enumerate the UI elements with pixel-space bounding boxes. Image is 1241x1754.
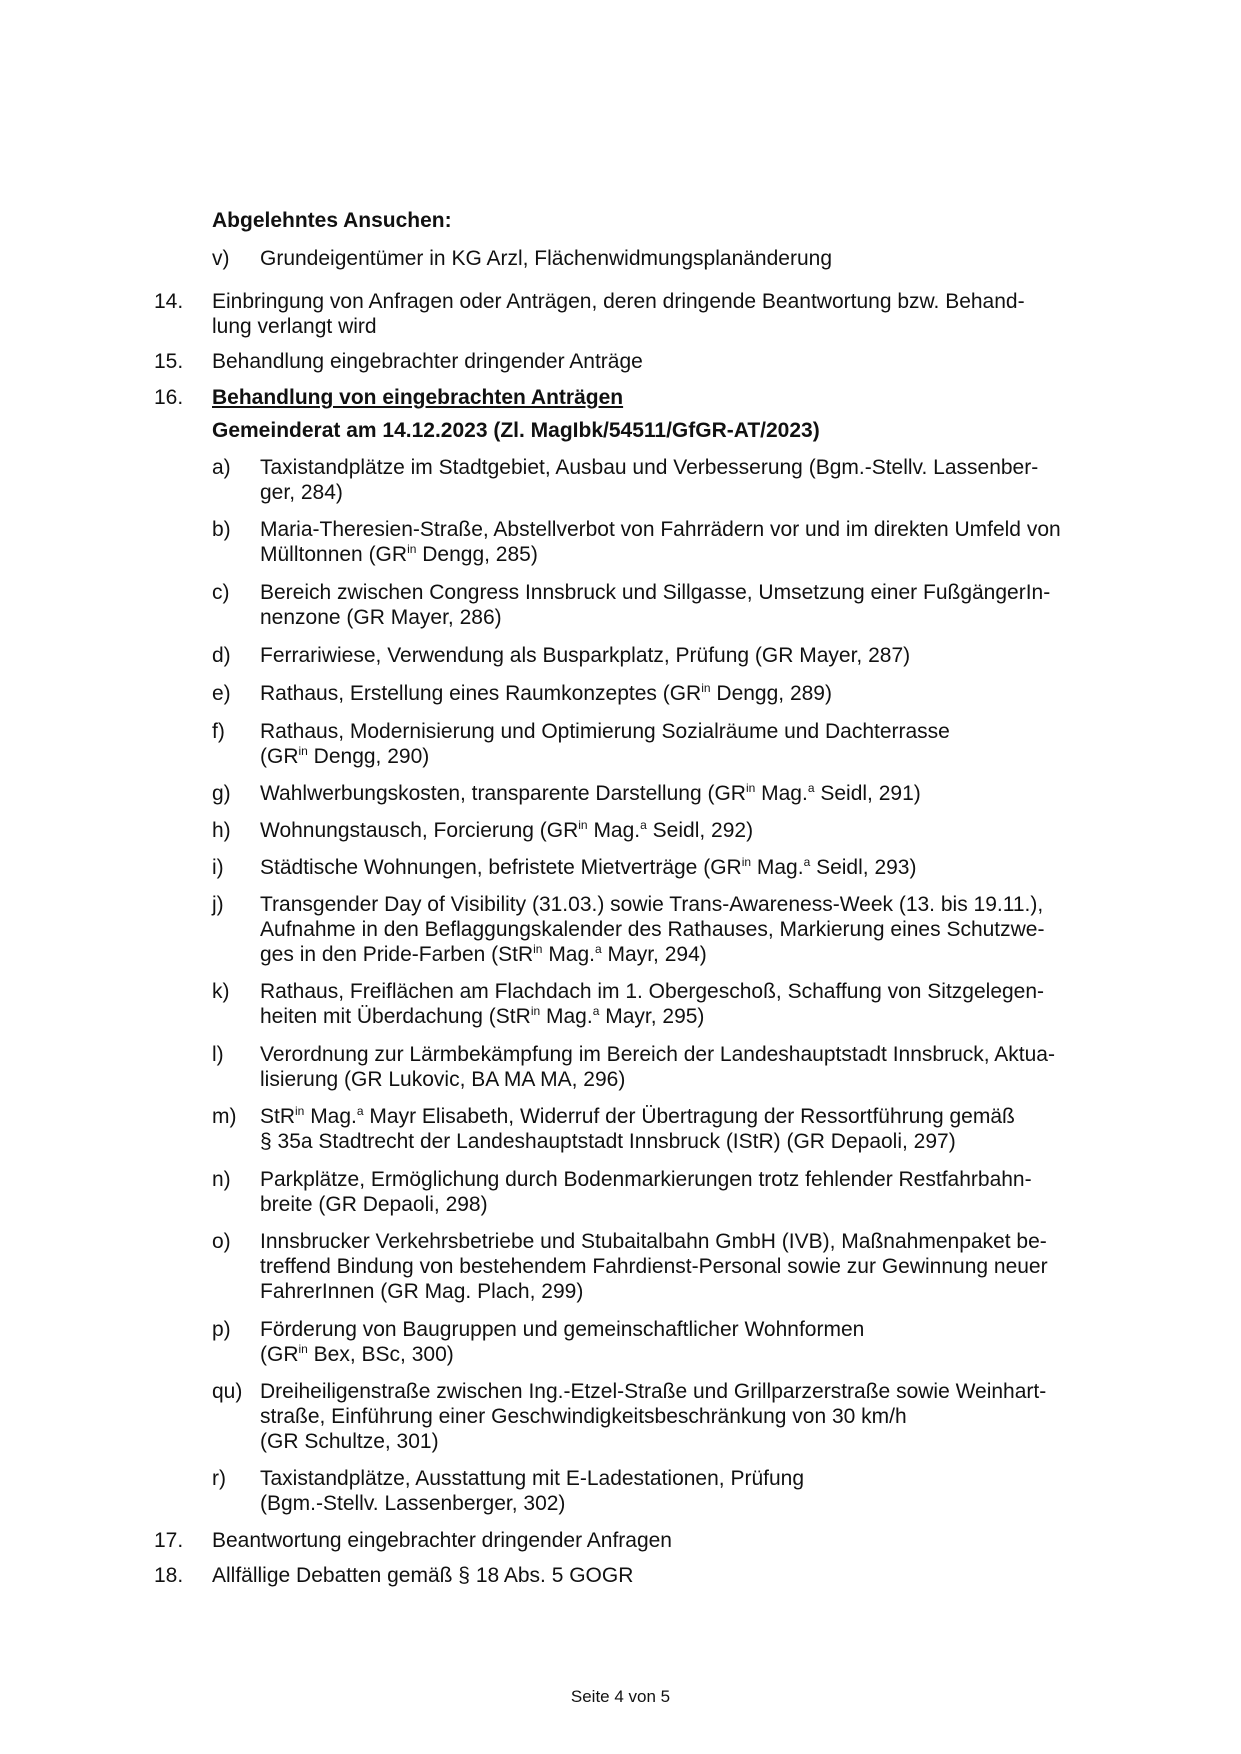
- item-text: [260, 1229, 1140, 1304]
- line: Mülltonnen ($GR^{in}$ Dengg, 285): [260, 542, 538, 566]
- line: ger, 284): [260, 481, 343, 504]
- item-text: [260, 580, 1140, 630]
- item-label: h): [212, 819, 231, 842]
- item-text: [260, 1317, 1140, 1367]
- item-text: Ferrariwiese, Verwendung als Busparkplatz, Prüfung (GR Mayer, 287): [260, 644, 911, 667]
- item-label: qu): [212, 1380, 243, 1403]
- item-label: i): [212, 856, 224, 879]
- section-heading-rejected: Abgelehntes Ansuchen:: [212, 209, 452, 232]
- page-number: Seite 4 von 5: [570, 1687, 671, 1706]
- item-text: [260, 1466, 1140, 1516]
- item-label: g): [212, 782, 231, 805]
- item-label: e): [212, 682, 231, 705]
- item-label: v): [212, 247, 230, 270]
- item-number: 17.: [154, 1529, 184, 1552]
- item-label: n): [212, 1168, 231, 1191]
- line: heiten mit Überdachung (StR$^{in}$ Mag.$^a$ Mayr, 295): [260, 1004, 705, 1028]
- line: nenzone (GR Mayer, 286): [260, 606, 502, 629]
- line: ($GR^{in}$ Dengg, 290): [260, 744, 430, 768]
- item-text: [260, 1379, 1140, 1454]
- line: Taxistandplätze im Stadtgebiet, Ausbau und Verbesserung (Bgm.-Stellv. Lassenber-: [260, 456, 1039, 479]
- item-text: [260, 719, 1140, 769]
- item-text: [260, 1042, 1140, 1092]
- item-label: d): [212, 644, 231, 667]
- line: lung verlangt wird: [212, 315, 377, 338]
- item-text: Wohnungstausch, Forcierung ($GR^{in}$ Mag.$^a$ Seidl, 292): [260, 818, 754, 842]
- item-number: 14.: [154, 290, 184, 313]
- item-text: Grundeigentümer in KG Arzl, Flächenwidmungsplanänderung: [260, 247, 832, 270]
- item-text: [260, 892, 1140, 967]
- line: lisierung (GR Lukovic, BA MA MA, 296): [260, 1068, 626, 1091]
- item-label: b): [212, 518, 231, 541]
- item-number: 15.: [154, 350, 184, 373]
- item-label: m): [212, 1105, 237, 1128]
- line: Bereich zwischen Congress Innsbruck und Sillgasse, Umsetzung einer FußgängerIn-: [260, 581, 1051, 604]
- line: Aufnahme in den Beflaggungskalender des Rathauses, Markierung eines Schutzwe-: [260, 918, 1045, 941]
- item-text: [260, 1167, 1140, 1217]
- line: § 35a Stadtrecht der Landeshauptstadt Innsbruck (IStR) (GR Depaoli, 297): [260, 1130, 956, 1153]
- item-number: 16.: [154, 386, 184, 409]
- line: Rathaus, Modernisierung und Optimierung Sozialräume und Dachterrasse: [260, 720, 950, 743]
- item-text: Rathaus, Erstellung eines Raumkonzeptes ($GR^{in}$ Dengg, 289): [260, 681, 832, 705]
- line: (GR Schultze, 301): [260, 1430, 439, 1453]
- item-text: Beantwortung eingebrachter dringender Anfragen: [212, 1529, 672, 1552]
- line: ges in den Pride-Farben (StR$^{in}$ Mag.$^a$ Mayr, 294): [260, 942, 707, 966]
- item-label: l): [212, 1043, 224, 1066]
- line: Dreiheiligenstraße zwischen Ing.-Etzel-Straße und Grillparzerstraße sowie Weinhart-: [260, 1380, 1047, 1403]
- line: Parkplätze, Ermöglichung durch Bodenmarkierungen trotz fehlender Restfahrbahn-: [260, 1168, 1032, 1191]
- line: Taxistandplätze, Ausstattung mit E-Ladestationen, Prüfung: [260, 1467, 805, 1490]
- item-heading: [212, 385, 1102, 443]
- line: StR$^{in}$ Mag.$^a$ Mayr Elisabeth, Widerruf der Übertragung der Ressortführung gemäß: [260, 1104, 1015, 1128]
- item-text: [212, 289, 1102, 339]
- item-label: a): [212, 456, 231, 479]
- line: Verordnung zur Lärmbekämpfung im Bereich der Landeshauptstadt Innsbruck, Aktua-: [260, 1043, 1055, 1066]
- item-number: 18.: [154, 1564, 184, 1587]
- item-label: r): [212, 1467, 226, 1490]
- line: (Bgm.-Stellv. Lassenberger, 302): [260, 1492, 566, 1515]
- item-label: c): [212, 581, 230, 604]
- item-text: [260, 1104, 1140, 1154]
- item-subtitle: Gemeinderat am 14.12.2023 (Zl. MagIbk/54511/GfGR-AT/2023): [212, 419, 820, 442]
- line: straße, Einführung einer Geschwindigkeitsbeschränkung von 30 km/h: [260, 1405, 907, 1428]
- item-text: [260, 455, 1140, 505]
- line: ($GR^{in}$ Bex, BSc, 300): [260, 1342, 454, 1366]
- item-label: o): [212, 1230, 231, 1253]
- item-label: k): [212, 980, 230, 1003]
- line: breite (GR Depaoli, 298): [260, 1193, 488, 1216]
- item-label: p): [212, 1318, 231, 1341]
- item-text: [260, 517, 1140, 567]
- line: Förderung von Baugruppen und gemeinschaftlicher Wohnformen: [260, 1318, 865, 1341]
- line: Maria-Theresien-Straße, Abstellverbot von Fahrrädern vor und im direkten Umfeld von: [260, 518, 1061, 541]
- line: Rathaus, Freiflächen am Flachdach im 1. Obergeschoß, Schaffung von Sitzgelegen-: [260, 980, 1045, 1003]
- line: Transgender Day of Visibility (31.03.) sowie Trans-Awareness-Week (13. bis 19.11.),: [260, 893, 1044, 916]
- item-title: Behandlung von eingebrachten Anträgen: [212, 386, 624, 409]
- item-text: Wahlwerbungskosten, transparente Darstellung ($GR^{in}$ Mag.$^a$ Seidl, 291): [260, 781, 921, 805]
- line: FahrerInnen (GR Mag. Plach, 299): [260, 1280, 584, 1303]
- item-text: [260, 979, 1140, 1029]
- line: Innsbrucker Verkehrsbetriebe und Stubaitalbahn GmbH (IVB), Maßnahmenpaket be-: [260, 1230, 1047, 1253]
- item-label: f): [212, 720, 225, 743]
- item-text: Behandlung eingebrachter dringender Anträge: [212, 350, 643, 373]
- item-label: j): [212, 893, 224, 916]
- line: treffend Bindung von bestehendem Fahrdienst-Personal sowie zur Gewinnung neuer: [260, 1255, 1048, 1278]
- item-text: Städtische Wohnungen, befristete Mietverträge ($GR^{in}$ Mag.$^a$ Seidl, 293): [260, 855, 917, 879]
- line: Einbringung von Anfragen oder Anträgen, deren dringende Beantwortung bzw. Behand-: [212, 290, 1025, 313]
- item-text: Allfällige Debatten gemäß § 18 Abs. 5 GOGR: [212, 1564, 634, 1587]
